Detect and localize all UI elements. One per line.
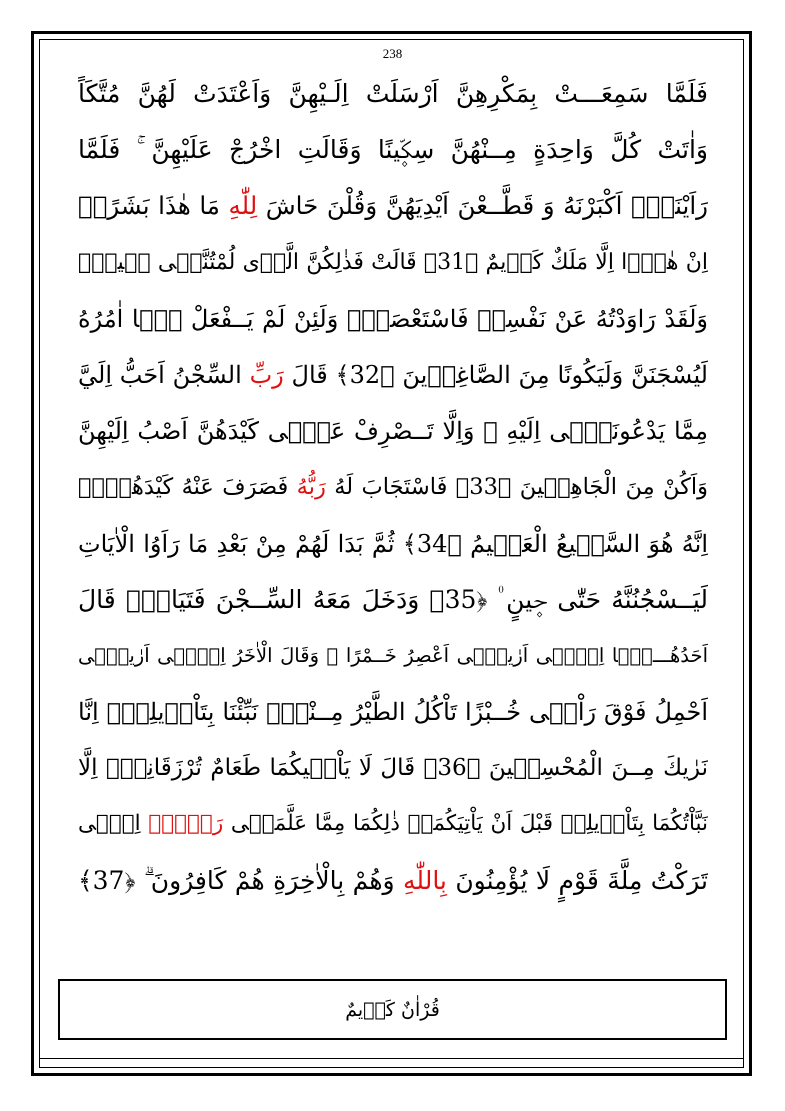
bottom-divider xyxy=(40,1058,743,1059)
text-line xyxy=(78,853,708,909)
text-line xyxy=(78,66,708,122)
text-line xyxy=(78,291,708,347)
highlighted-word: رَبّ۪ىۜ xyxy=(148,811,224,837)
text-segment: فَصَرَفَ عَنْهُ كَيْدَهُنَّۜ xyxy=(78,474,297,501)
footer-title: قُرْاٰنٌ كَر۪يمٌ xyxy=(345,998,440,1021)
text-segment: وَاٰتَتْ كُلَّ وَاحِدَةٍ مِــنْهُنَّ سِكّ۪ينًا وَقَالَتِ اخْرُجْ عَلَيْهِنَّ ۚ فَلَمَّا xyxy=(78,135,708,165)
text-segment: نَبَّاْتُكُمَا بِتَاْو۪يلِه۪ قَبْلَ اَنْ يَاْتِيَكُمَاۜ ذٰلِكُمَا مِمَّا عَلَّمَن۪ى xyxy=(223,811,708,837)
text-line xyxy=(78,740,708,796)
text-segment: لَيَــسْجُنُنَّهُ حَتّٰى ح۪ينٍ ۠ ﴿35﴾ وَدَخَلَ مَعَهُ السِّــجْنَ فَتَيَانِۜ قَالَ xyxy=(78,584,708,614)
text-line xyxy=(78,572,708,628)
text-segment: وَاَكُنْ مِنَ الْجَاهِل۪ينَ ﴿33﴾ فَاسْتَجَابَ لَهُ xyxy=(325,474,708,501)
text-line xyxy=(78,684,708,740)
text-segment: لَيُسْجَنَنَّ وَلَيَكُونًا مِنَ الصَّاغِر۪ينَ ﴿32﴾ قَالَ xyxy=(283,360,708,389)
text-line xyxy=(78,403,708,459)
text-line xyxy=(78,628,708,684)
text-line xyxy=(78,178,708,234)
text-segment: اَحَدُهُـــمَۤا اِنّ۪ۤى اَرٰين۪ۤى اَعْصِرُ خَــمْرًا ۚ وَقَالَ الْاٰخَرُ اِنّ۪ۤى اَرٰين۪ۤى xyxy=(78,643,708,667)
text-line xyxy=(78,122,708,178)
text-line xyxy=(78,516,708,572)
text-line xyxy=(78,796,708,852)
text-segment: اِنّ۪ى xyxy=(78,811,149,837)
quran-text-block xyxy=(78,66,708,909)
text-segment: وَهُمْ بِالْاٰخِرَةِ هُمْ كَافِرُونَ ۗ ﴿37﴾ xyxy=(78,865,404,895)
text-segment: رَاَيْنَهُۤ اَكْبَرْنَهُ وَ قَطَّــعْنَ اَيْدِيَهُنَّ وَقُلْنَ حَاشَ xyxy=(257,191,708,221)
text-line xyxy=(78,235,708,291)
text-segment: اِنْ هٰذَۤا اِلَّا مَلَكٌ كَر۪يمٌ ﴿31﴾ قَالَتْ فَذٰلِكُنَّ الَّذ۪ى لُمْتُنَّن۪ى ف۪يهِۜ xyxy=(78,249,708,275)
highlighted-word: لِلّٰهِ xyxy=(228,191,258,221)
text-segment: مَا هٰذَا بَشَرًاۜ xyxy=(78,191,229,221)
text-line xyxy=(78,459,708,515)
footer-box xyxy=(58,979,727,1040)
text-segment: اِنَّهُ هُوَ السَّم۪يعُ الْعَل۪يمُ ﴿34﴾ ثُمَّ بَدَا لَهُمْ مِنْ بَعْدِ مَا رَاَوُا الْاٰيَاتِ xyxy=(78,529,708,558)
text-segment: اَحْمِلُ فَوْقَ رَاْس۪ى خُــبْزًا تَاْكُلُ الطَّيْرُ مِــنْهُۜ نَبِّئْنَا بِتَاْو۪يلِه۪ۚ اِنَّا xyxy=(78,698,708,727)
highlighted-word: بِاللّٰهِ xyxy=(403,865,447,895)
highlighted-word: رَبُّهُ xyxy=(296,474,326,501)
text-segment: تَرَكْتُ مِلَّةَ قَوْمٍ لَا يُؤْمِنُونَ xyxy=(446,865,708,895)
text-segment: السِّجْنُ اَحَبُّ اِلَيَّ xyxy=(78,360,250,389)
text-segment: نَرٰيكَ مِــنَ الْمُحْسِن۪ينَ ﴿36﴾ قَالَ لَا يَاْت۪يكُمَا طَعَامٌ تُرْزَقَانِه۪ۤ اِلَّا xyxy=(78,755,708,782)
text-line xyxy=(78,347,708,403)
highlighted-word: رَبِّ xyxy=(249,360,284,389)
text-segment: فَلَمَّا سَمِعَـــتْ بِمَكْرِهِنَّ اَرْسَلَتْ اِلَـيْهِنَّ وَاَعْتَدَتْ لَهُنَّ مُتَّكَاً xyxy=(78,79,708,108)
text-segment: مِمَّا يَدْعُونَن۪ۤى اِلَيْهِ ۚ وَاِلَّا تَــصْرِفْ عَنّ۪ى كَيْدَهُنَّ اَصْبُ اِلَيْهِنَّ xyxy=(78,417,708,446)
page-number: 238 xyxy=(382,46,403,61)
text-segment: وَلَقَدْ رَاوَدْتُهُ عَنْ نَفْسِه۪ فَاسْتَعْصَمَۜ وَلَئِنْ لَمْ يَــفْعَلْ مَۤا اٰمُرُهُ xyxy=(78,304,708,333)
